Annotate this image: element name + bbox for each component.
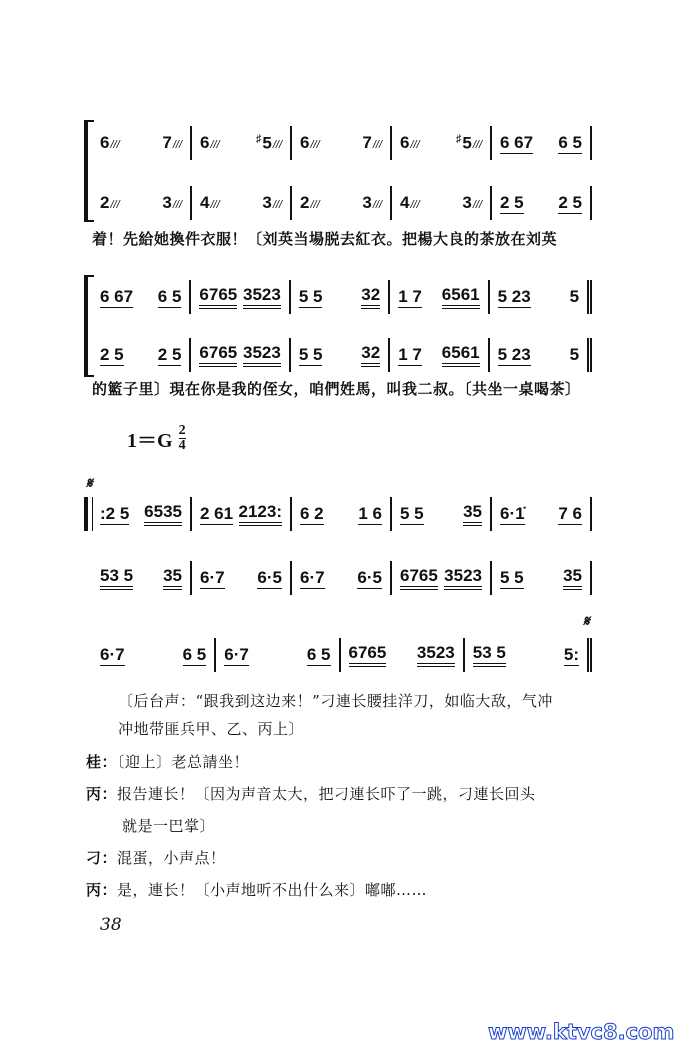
note-group: 5: — [563, 644, 579, 664]
dialogue-line — [86, 783, 536, 804]
note-group: 3/// — [362, 193, 382, 212]
measure — [392, 186, 492, 220]
measure — [216, 638, 340, 672]
note-group: 1 7 — [398, 286, 422, 306]
note-group: 4/// — [200, 193, 220, 212]
note-group: 6/// — [300, 133, 320, 152]
measure — [492, 561, 592, 595]
tremolo-mark: /// — [410, 199, 420, 211]
tremolo-mark: /// — [310, 139, 320, 151]
note-group: 35 — [463, 502, 482, 526]
measure — [490, 280, 592, 314]
measure — [492, 497, 592, 531]
measure — [92, 561, 192, 595]
note-group: 3523 — [444, 566, 482, 590]
note-group: 53 5 — [473, 643, 506, 667]
dialogue-line — [86, 879, 427, 900]
dialogue-line — [118, 718, 304, 739]
measure — [92, 280, 191, 314]
note-group: 6561 — [442, 285, 480, 309]
segno-icon: 𝄋 — [86, 474, 93, 492]
measure — [92, 338, 191, 372]
note-group: 35 — [163, 566, 182, 590]
note-group: 2 61 — [200, 503, 234, 523]
measure — [291, 338, 390, 372]
tremolo-mark: /// — [372, 139, 382, 151]
note-group: 1 7 — [398, 344, 422, 364]
line-text: 报告連长！〔因为声音太大，把刁連长吓了一跳，刁連长回头 — [117, 785, 536, 803]
time-signature — [179, 424, 186, 453]
note-group: 6535 — [144, 502, 182, 526]
note-group: 53 5 — [100, 566, 133, 590]
measure — [92, 638, 216, 672]
note-group: 6765 — [349, 643, 387, 667]
note-group: 2/// — [300, 193, 320, 212]
measure — [392, 497, 492, 531]
tremolo-mark: /// — [410, 139, 420, 151]
note-group: 1 6 — [358, 503, 382, 523]
note-group: 6 5 — [306, 644, 331, 664]
sharp-icon: ♯ — [455, 132, 462, 145]
measure — [92, 186, 192, 220]
note-group: 6561 — [442, 343, 480, 367]
note-group: 4/// — [400, 193, 420, 212]
note-group: 6 67 — [100, 286, 134, 306]
note-group: 6 67 — [500, 132, 534, 152]
note-group: 7/// — [162, 133, 182, 152]
key-signature — [127, 424, 186, 453]
note-group: 3/// — [262, 193, 282, 212]
measure — [191, 338, 290, 372]
measure — [292, 126, 392, 160]
note-group: 5 23 — [497, 344, 531, 364]
measure — [192, 186, 292, 220]
measure — [292, 186, 392, 220]
note-group: 6 5 — [157, 286, 182, 306]
note-group: 3/// — [162, 193, 182, 212]
dialogue-line — [92, 690, 553, 711]
tremolo-mark: /// — [310, 199, 320, 211]
score-row — [92, 280, 592, 314]
note-group: 2/// — [100, 193, 120, 212]
tremolo-mark: /// — [172, 139, 182, 151]
measure — [492, 126, 592, 160]
measure — [92, 497, 192, 531]
note-group: 3523 — [243, 343, 281, 367]
tremolo-mark: /// — [472, 139, 482, 152]
speaker: 桂： — [86, 753, 118, 771]
note-group: 6 2 — [300, 503, 324, 523]
score-row — [92, 186, 592, 220]
note-group: 5 5 — [298, 344, 323, 364]
page-number: 38 — [100, 915, 122, 935]
note-group: 6765 — [199, 285, 237, 309]
note-group: 3/// — [462, 193, 482, 212]
measure — [341, 638, 465, 672]
note-group: 2 5 — [500, 192, 524, 212]
measure — [390, 338, 489, 372]
note-group: 6 5 — [182, 644, 207, 664]
note-group: 6·1̇ — [500, 503, 525, 523]
measure — [392, 561, 492, 595]
score-row — [92, 497, 592, 531]
note-group: ♯5/// — [255, 132, 282, 153]
dialogue-line — [86, 847, 226, 868]
stage-text: 着！先給她換件衣服！〔刘英当場脱去紅衣。把楊大良的茶放在刘英 — [92, 230, 558, 248]
measure — [292, 561, 392, 595]
measure — [292, 497, 392, 531]
note-group: 32 — [361, 285, 380, 309]
note-group: 5 — [569, 345, 580, 364]
tremolo-mark: /// — [372, 199, 382, 211]
score-row — [92, 561, 592, 595]
tremolo-mark: /// — [272, 139, 282, 152]
sharp-icon: ♯ — [255, 132, 262, 145]
note-group: 6·7 — [200, 567, 225, 587]
stage-text: 的籃子里〕現在你是我的侄女，咱們姓馬，叫我二叔。〔共坐一桌喝茶〕 — [92, 380, 581, 398]
score-row — [92, 338, 592, 372]
line-text: 是，連长！〔小声地听不出什么来〕嘟嘟…… — [117, 881, 428, 899]
note-group: 6·7 — [100, 644, 125, 664]
note-group: 2 5 — [100, 344, 124, 364]
note-group: ♯5/// — [455, 132, 482, 153]
note-group: 5 23 — [497, 286, 531, 306]
dialogue-line — [122, 815, 215, 836]
note-group: 7/// — [362, 133, 382, 152]
tremolo-mark: /// — [472, 199, 482, 211]
time-top: 2 — [178, 423, 186, 438]
measure — [390, 280, 489, 314]
line-text: 就是一巴掌〕 — [122, 817, 216, 835]
key-label: 1＝G — [127, 430, 173, 452]
note-group: 6/// — [400, 133, 420, 152]
tremolo-mark: /// — [172, 199, 182, 211]
note-group: 2 5 — [157, 344, 182, 364]
score-row — [92, 126, 592, 160]
note-group: 5 — [569, 287, 580, 306]
line-text: 冲地带匪兵甲、乙、丙上〕 — [118, 720, 305, 738]
score-row — [92, 638, 592, 672]
measure — [191, 280, 290, 314]
note-group: 6 5 — [558, 132, 582, 152]
tremolo-mark: /// — [272, 199, 282, 211]
segno-icon: 𝄋 — [583, 612, 590, 630]
note-group: 6/// — [200, 133, 220, 152]
measure — [490, 338, 592, 372]
speaker: 丙： — [86, 881, 118, 899]
note-group: 6765 — [199, 343, 237, 367]
dialogue-line — [86, 751, 249, 772]
note-group: 5 5 — [298, 286, 323, 306]
note-group: 7 6 — [558, 503, 582, 523]
note-group: 3523 — [243, 285, 281, 309]
tremolo-mark: /// — [110, 139, 120, 151]
tremolo-mark: /// — [210, 139, 220, 151]
line-text: 〔后台声：“跟我到这边来！”刁連长腰挂洋刀，如临大敌，气冲 — [118, 692, 553, 710]
watermark-link[interactable]: www.ktvc8.com — [488, 1020, 675, 1044]
speaker: 刁： — [86, 849, 118, 867]
note-group: 5 5 — [500, 567, 524, 587]
measure — [492, 186, 592, 220]
note-group: 6·7 — [300, 567, 325, 587]
note-group: 3523 — [417, 643, 455, 667]
measure — [192, 561, 292, 595]
note-group: 5 5 — [400, 503, 424, 523]
note-group: :2 5 — [100, 503, 130, 523]
measure — [192, 497, 292, 531]
note-group: 6·5 — [357, 567, 382, 587]
note-group: 6·5 — [257, 567, 282, 587]
measure — [291, 280, 390, 314]
measure — [392, 126, 492, 160]
note-group: 6/// — [100, 133, 120, 152]
measure — [92, 126, 192, 160]
measure — [465, 638, 592, 672]
tremolo-mark: /// — [110, 199, 120, 211]
tremolo-mark: /// — [210, 199, 220, 211]
time-bottom: 4 — [178, 438, 186, 453]
speaker: 丙： — [86, 785, 118, 803]
line-text: 〔迎上〕老总請坐！ — [117, 753, 250, 771]
note-group: 2123: — [239, 502, 282, 526]
note-group: 6765 — [400, 566, 438, 590]
note-group: 2 5 — [558, 192, 582, 212]
note-group: 32 — [361, 343, 380, 367]
note-group: 6·7 — [224, 644, 249, 664]
note-group: 35 — [563, 566, 582, 590]
line-text: 混蛋，小声点！ — [117, 849, 226, 867]
measure — [192, 126, 292, 160]
